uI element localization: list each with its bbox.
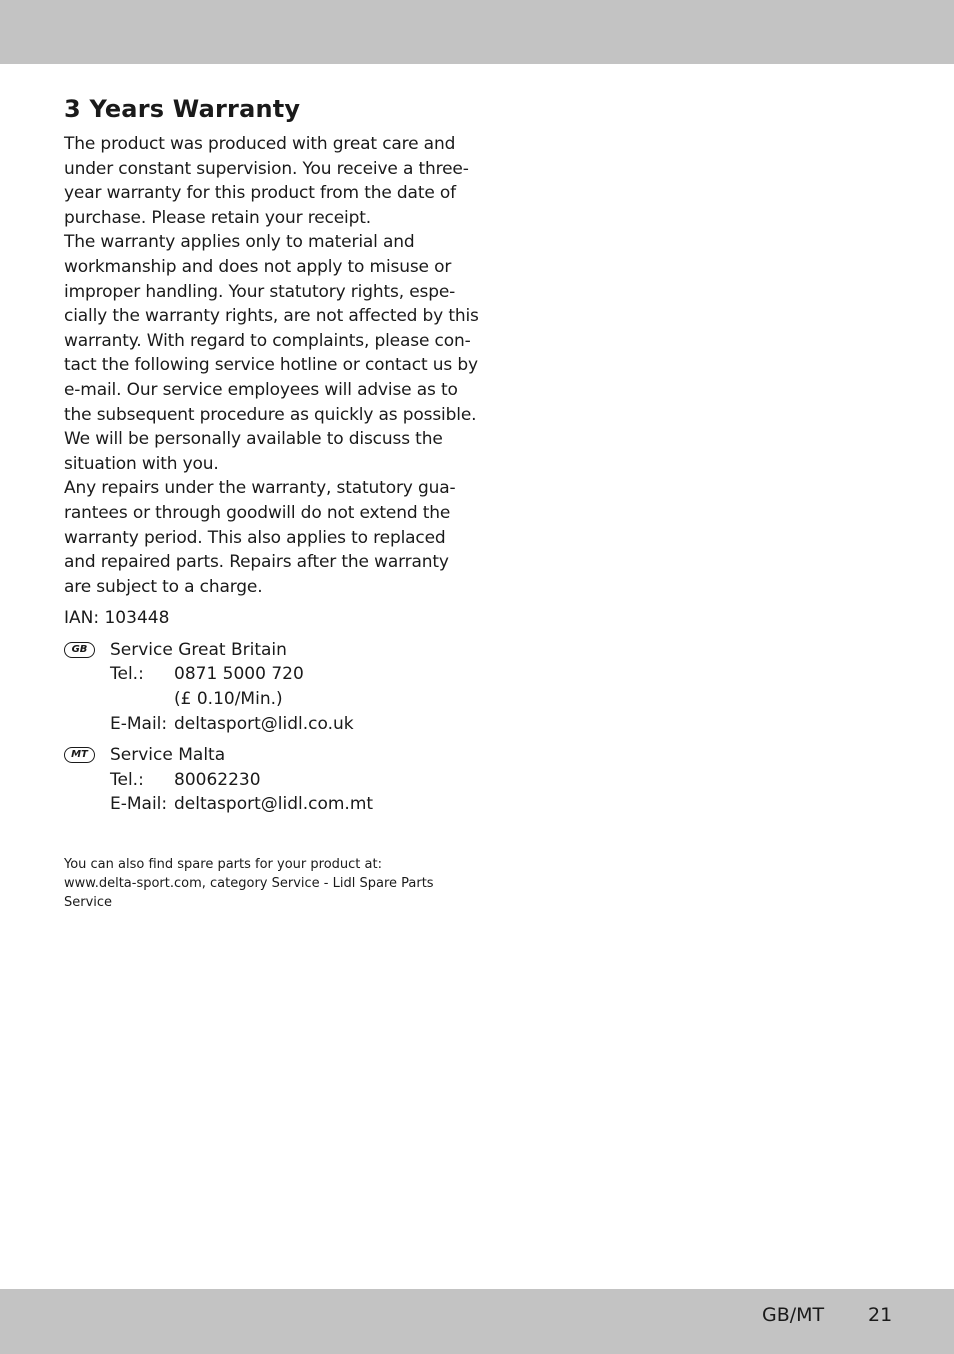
tel-row — [110, 662, 464, 687]
ian-number: IAN: 103448 — [64, 608, 170, 629]
text-line: The warranty applies only to material and — [64, 232, 415, 253]
email-link[interactable]: deltasport@lidl.co.uk — [174, 713, 354, 734]
text-line: the subsequent procedure as quickly as possible. — [64, 404, 477, 425]
text-line: Any repairs under the warranty, statutory gua- — [64, 478, 456, 499]
tel-label: Tel.: — [110, 664, 144, 685]
text-line: improper handling. Your statutory rights, espe- — [64, 281, 456, 302]
mt-country-icon: MT — [64, 747, 95, 763]
text-line: cially the warranty rights, are not affected by this — [64, 306, 479, 327]
tel-number: 80062230 — [174, 769, 261, 790]
text-line: are subject to a charge. — [64, 576, 263, 597]
note-line: Service — [64, 895, 113, 911]
warranty-section — [64, 94, 479, 912]
text-line: situation with you. — [64, 453, 219, 474]
warranty-text — [64, 132, 479, 599]
text-line: warranty. With regard to complaints, please con- — [64, 330, 471, 351]
email-label: E-Mail: — [110, 794, 168, 815]
text-line: year warranty for this product from the date of — [64, 183, 456, 204]
service-great-britain — [64, 638, 464, 736]
text-line: purchase. Please retain your receipt. — [64, 207, 372, 228]
tel-number: 0871 5000 720 — [174, 664, 304, 685]
footer-language: GB/MT — [762, 1304, 825, 1326]
tel-label: Tel.: — [110, 769, 144, 790]
text-line: workmanship and does not apply to misuse or — [64, 256, 452, 277]
text-line: The product was produced with great care and — [64, 134, 456, 154]
text-line: warranty period. This also applies to replaced — [64, 527, 446, 548]
note-line[interactable]: www.delta-sport.com, category Service - Lidl Spare Parts — [64, 876, 434, 892]
text-line: e-mail. Our service employees will advise as to — [64, 379, 458, 400]
text-line: under constant supervision. You receive a three- — [64, 158, 469, 179]
email-label: E-Mail: — [110, 713, 168, 734]
page-title: 3 Years Warranty — [64, 95, 301, 123]
text-line: and repaired parts. Repairs after the warranty — [64, 552, 449, 573]
tel-row — [110, 768, 464, 793]
service-malta — [64, 743, 464, 817]
tel-rate: (£ 0.10/Min.) — [174, 689, 283, 710]
page-number: 21 — [868, 1304, 893, 1326]
service-name: Service Great Britain — [110, 639, 287, 660]
email-row — [110, 792, 464, 817]
text-line: We will be personally available to discuss the — [64, 429, 443, 450]
text-line: tact the following service hotline or contact us by — [64, 355, 478, 376]
spare-parts-note — [64, 855, 464, 912]
email-link[interactable]: deltasport@lidl.com.mt — [174, 794, 374, 815]
email-row — [110, 712, 464, 737]
header-bar — [0, 0, 954, 64]
tel-rate-row — [110, 687, 464, 712]
gb-country-icon: GB — [64, 642, 95, 658]
service-name: Service Malta — [110, 745, 226, 766]
text-line: rantees or through goodwill do not extend the — [64, 502, 451, 523]
note-line: You can also find spare parts for your product at: — [64, 857, 382, 873]
